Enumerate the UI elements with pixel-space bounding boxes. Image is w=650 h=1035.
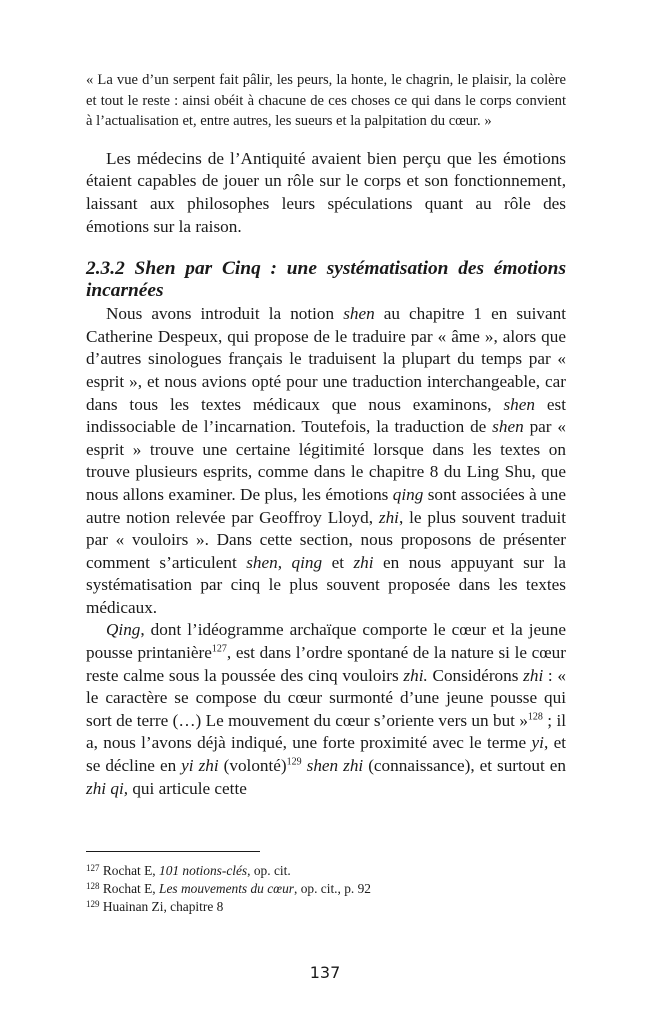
- footnotes: [86, 862, 566, 916]
- footnote-ref: 128: [527, 711, 543, 723]
- page-number: 137: [309, 963, 341, 982]
- footnote-ref: 127: [211, 643, 227, 655]
- paragraph: Nous avons introduit la notion shen au chapitre 1 en suivant Catherine Despeux, qui propose de le traduire par « âme », alors que d’autres sinologues français le traduisent la plupart du temps par « esprit », et nous avions opté pour une traduction interchangeable, car dans tous les textes médicaux que nous examinons, shen est indissociable de l’incarnation. Toutefois, la traduction de shen par « esprit » trouve une certaine légitimité lorsque dans les textes on trouve plusieurs esprits, comme dans le chapitre 8 du Ling Shu, que nous allons examiner. De plus, les émotions qing sont associées à une autre notion relevée par Geoffroy Lloyd, zhi, le plus souvent traduit par « vouloirs ». Dans cette section, nous proposons de présenter comment s’articulent shen, qing et zhi en nous appuyant sur la systématisation par cinq le plus souvent proposée dans les textes médicaux.: [86, 304, 567, 617]
- paragraph: Les médecins de l’Antiquité avaient bien perçu que les émotions étaient capables de jouer un rôle sur le corps et son fonctionnement, laissant aux philosophes leurs spéculations quant au rôle des émotions sur la raison.: [86, 148, 566, 236]
- footnote-ref: 129: [286, 756, 302, 768]
- paragraph: Qing, dont l’idéogramme archaïque comporte le cœur et la jeune pousse printanière$^{127}$, est dans l’ordre spontané de la nature si le cœur reste calme sous la poussée des cinq vouloirs zhi. Considérons zhi : « le caractère se compose du cœur surmonté d’une jeune pousse qui sort de terre (…) Le mouvement du cœur s’oriente vers un but »$^{128}$ ; il a, nous l’avons déjà indiqué, une forte proximité avec le terme yi, et se décline en yi zhi (volonté)$^{129}$ shen zhi (connaissance), et surtout en zhi qi, qui articule cette: [86, 620, 567, 798]
- footnote: $^{128}$ Rochat E, Les mouvements du cœur, op. cit., p. 92: [86, 881, 372, 896]
- footnote: $^{129}$ Huainan Zi, chapitre 8: [86, 899, 224, 914]
- block-quote: « La vue d’un serpent fait pâlir, les peurs, la honte, le chagrin, le plaisir, la colère et tout le reste : ainsi obéit à chacune de ces choses ce qui dans le corps convient à l’actualisation et, entre autres, les sueurs et la palpitation du cœur. »: [86, 72, 566, 130]
- page-body: [86, 70, 566, 800]
- footnote-separator: [86, 851, 260, 852]
- section-heading: 2.3.2 Shen par Cinq : une systématisation des émotions incarnées: [86, 258, 566, 302]
- footnote: $^{127}$ Rochat E, 101 notions-clés, op. cit.: [86, 863, 291, 878]
